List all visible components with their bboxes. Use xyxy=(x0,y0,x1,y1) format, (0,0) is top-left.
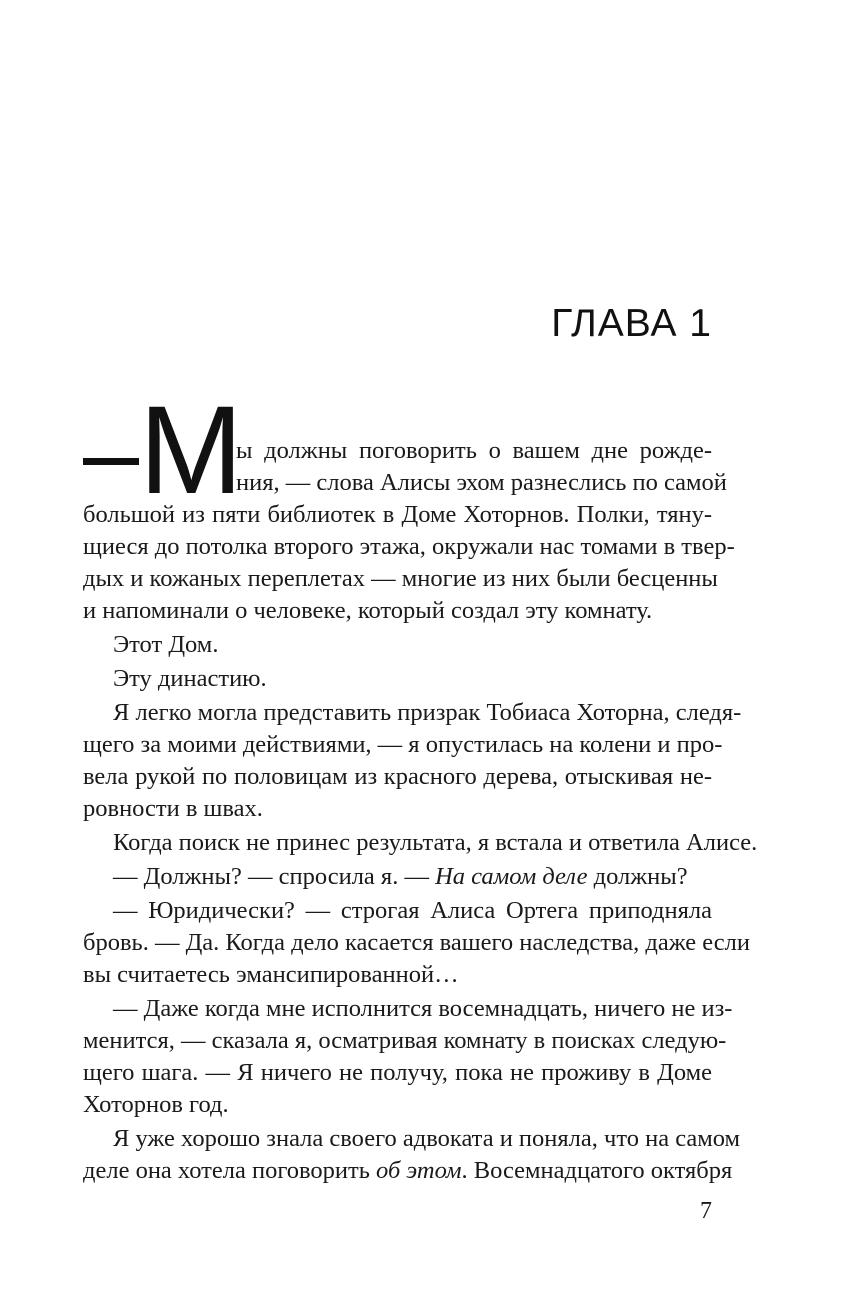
drop-cap-dash xyxy=(83,458,139,465)
text-line: Эту династию. xyxy=(113,665,267,692)
text-line: Хоторнов год. xyxy=(83,1091,229,1118)
page-number: 7 xyxy=(700,1198,712,1224)
text-line: бровь. — Да. Когда дело касается вашего наследства, даже если xyxy=(83,929,750,956)
text-segment: должны? xyxy=(587,863,688,890)
text-line: вы считаетесь эмансипированной… xyxy=(83,961,459,988)
text-line: щего шага. — Я ничего не получу, пока не проживу в Доме xyxy=(83,1059,712,1086)
text-line: ния, — слова Алисы эхом разнеслись по самой xyxy=(236,469,727,496)
text-line: большой из пяти библиотек в Доме Хоторнов. Полки, тяну- xyxy=(83,501,712,528)
text-segment: деле она хотела поговорить xyxy=(83,1157,377,1184)
text-line: щего за моими действиями, — я опустилась на колени и про- xyxy=(83,731,723,758)
italic-text: об этом xyxy=(376,1157,462,1184)
text-line: дых и кожаных переплетах — многие из них были бесценны xyxy=(83,565,718,592)
text-line xyxy=(83,1156,733,1186)
text-line: ы должны поговорить о вашем дне рожде- xyxy=(236,437,712,464)
text-line: ровности в швах. xyxy=(83,795,263,822)
text-line: Когда поиск не принес результата, я встала и ответила Алисе. xyxy=(113,829,758,856)
text-line: Я легко могла представить призрак Тобиаса Хоторна, следя- xyxy=(113,699,742,726)
italic-text: На самом деле xyxy=(435,863,588,890)
text-line: и напоминали о человеке, который создал эту комнату. xyxy=(83,597,653,624)
text-line: щиеся до потолка второго этажа, окружали нас томами в твер- xyxy=(83,533,735,560)
text-line: вела рукой по половицам из красного дерева, отыскивая не- xyxy=(83,763,712,790)
text-line: — Даже когда мне исполнится восемнадцать, ничего не из- xyxy=(113,995,733,1022)
text-line: Этот Дом. xyxy=(113,631,219,658)
drop-cap-letter: М xyxy=(139,381,244,520)
text-line: — Юридически? — строгая Алиса Ортега приподняла xyxy=(113,897,712,924)
text-segment: — Должны? — спросила я. — xyxy=(113,863,436,890)
chapter-title: ГЛАВА 1 xyxy=(551,302,712,345)
text-line: менится, — сказала я, осматривая комнату в поисках следую- xyxy=(83,1027,727,1054)
text-line: Я уже хорошо знала своего адвоката и поняла, что на самом xyxy=(113,1125,741,1152)
text-segment: . Восемнадцатого октября xyxy=(461,1157,733,1184)
text-line xyxy=(113,862,688,892)
